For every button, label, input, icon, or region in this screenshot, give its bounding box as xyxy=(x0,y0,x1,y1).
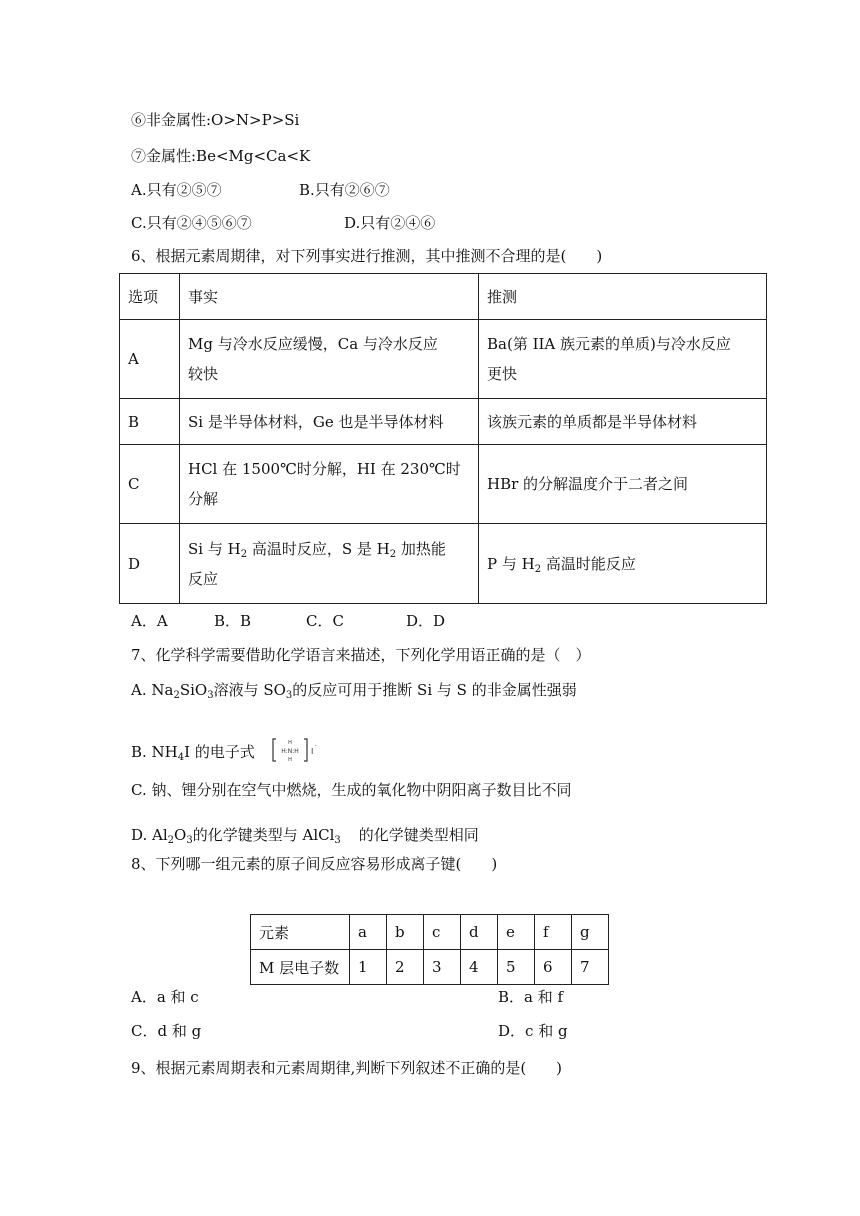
table-cell: 1 xyxy=(350,950,387,985)
table-cell: c xyxy=(424,915,461,950)
table-cell: f xyxy=(535,915,572,950)
table-row xyxy=(120,524,767,604)
q6-question: 6、根据元素周期律，对下列事实进行推测，其中推测不合理的是( ) xyxy=(131,247,603,265)
table-cell: g xyxy=(572,915,609,950)
q5-option-c: C.只有②④⑤⑥⑦ xyxy=(131,214,252,232)
row-option: C xyxy=(120,445,180,524)
row-guess: Ba(第 IIA 族元素的单质)与冷水反应 更快 xyxy=(479,320,767,399)
row-option: A xyxy=(120,320,180,399)
svg-text:H: H xyxy=(288,757,292,762)
row-option: B xyxy=(120,399,180,445)
q5-option-b: B.只有②⑥⑦ xyxy=(299,181,390,199)
header-fact: 事实 xyxy=(180,274,479,320)
table-cell: 5 xyxy=(498,950,535,985)
table-cell: 元素 xyxy=(251,915,350,950)
table-row xyxy=(120,399,767,445)
header-guess: 推测 xyxy=(479,274,767,320)
row-fact: Si 与 $H_2$ 高温时反应，S 是 $H_2$ 加热能 反应 xyxy=(180,524,479,604)
table-cell: M 层电子数 xyxy=(251,950,350,985)
row-guess: HBr 的分解温度介于二者之间 xyxy=(479,445,767,524)
q6-table xyxy=(119,273,767,604)
row-fact: HCl 在 1500℃时分解，HI 在 230℃时 分解 xyxy=(180,445,479,524)
svg-text:H: H xyxy=(288,740,292,746)
row-guess: P 与 $H_2$ 高温时能反应 xyxy=(479,524,767,604)
row-option: D xyxy=(120,524,180,604)
q8-option-d: D．c 和 g xyxy=(498,1022,568,1040)
q5-option-d: D.只有②④⑥ xyxy=(344,214,436,232)
q5-option-a: A.只有②⑤⑦ xyxy=(131,181,222,199)
statement-7: ⑦金属性:Be<Mg<Ca<K xyxy=(131,147,311,165)
q8-table xyxy=(250,914,609,985)
q8-option-a: A．a 和 c xyxy=(131,988,199,1006)
q8-question: 8、下列哪一组元素的原子间反应容易形成离子键( ) xyxy=(131,855,498,873)
table-cell: 4 xyxy=(461,950,498,985)
table-cell: 7 xyxy=(572,950,609,985)
electron-formula-image xyxy=(270,738,324,762)
q6-answer-c: C．C xyxy=(306,612,344,630)
table-header-row xyxy=(120,274,767,320)
q7-option-a: A. $Na_2SiO_3$溶液与 $SO_3$的反应可用于推断 Si 与 S 的非金属性强弱 xyxy=(131,681,577,701)
q6-answer-a: A．A xyxy=(131,612,168,630)
table-cell: a xyxy=(350,915,387,950)
table-cell: 3 xyxy=(424,950,461,985)
table-cell: d xyxy=(461,915,498,950)
svg-text:H:N:H: H:N:H xyxy=(281,748,299,755)
q7-option-c: C. 钠、锂分别在空气中燃烧，生成的氧化物中阴阳离子数目比不同 xyxy=(131,781,572,799)
q9-question: 9、根据元素周期表和元素周期律,判断下列叙述不正确的是( ) xyxy=(131,1059,563,1077)
table-row xyxy=(120,320,767,399)
table-cell: e xyxy=(498,915,535,950)
row-guess: 该族元素的单质都是半导体材料 xyxy=(479,399,767,445)
table-row xyxy=(120,445,767,524)
table-cell: 6 xyxy=(535,950,572,985)
table-row xyxy=(251,950,609,985)
q8-option-c: C．d 和 g xyxy=(131,1022,202,1040)
q7-question: 7、化学科学需要借助化学语言来描述，下列化学用语正确的是（ ） xyxy=(131,646,591,664)
row-fact: Mg 与冷水反应缓慢，Ca 与冷水反应 较快 xyxy=(180,320,479,399)
q6-answer-b: B．B xyxy=(214,612,252,630)
svg-text:I: I xyxy=(311,747,314,756)
statement-6: ⑥非金属性:O>N>P>Si xyxy=(131,111,300,129)
q6-answer-d: D．D xyxy=(406,612,446,630)
table-cell: 2 xyxy=(387,950,424,985)
row-fact: Si 是半导体材料，Ge 也是半导体材料 xyxy=(180,399,479,445)
q7-option-d: D. $Al_2O_3$的化学键类型与 AlCl$_3$ 的化学键类型相同 xyxy=(131,826,479,846)
q7-option-b: B. $NH_4I$ 的电子式 xyxy=(131,743,255,763)
table-cell: b xyxy=(387,915,424,950)
q8-option-b: B．a 和 f xyxy=(498,988,564,1006)
table-row xyxy=(251,915,609,950)
header-option: 选项 xyxy=(120,274,180,320)
svg-text:-: - xyxy=(315,743,317,749)
